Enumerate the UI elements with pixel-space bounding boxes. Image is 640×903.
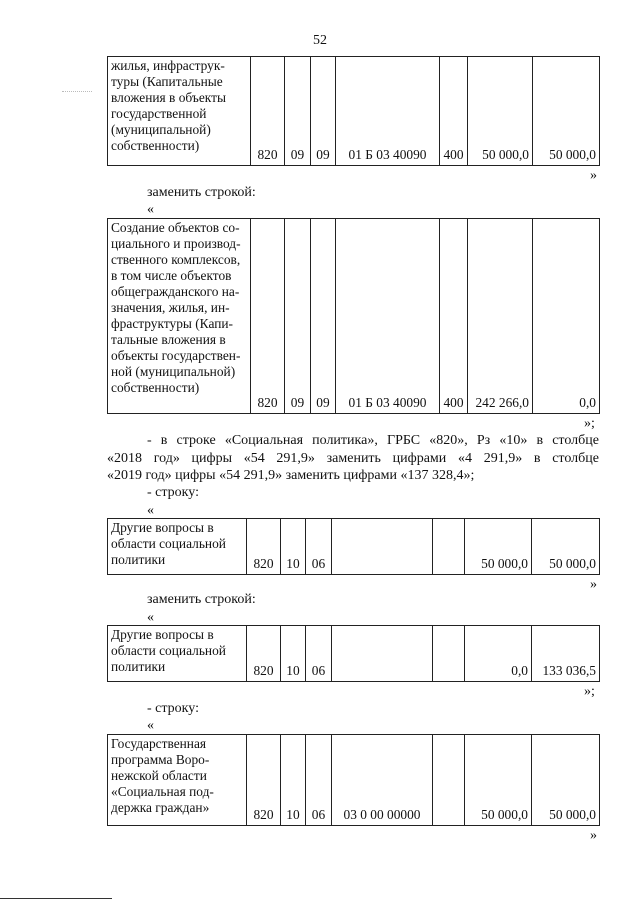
year-2019-cell: 133 036,5 (532, 626, 600, 682)
row-name-cell (108, 57, 251, 166)
row-name-cell (108, 626, 247, 682)
row-name-line: программа Воро- (111, 752, 210, 767)
row-name-line: нежской области (111, 768, 207, 783)
vr-cell: 400 (440, 57, 468, 166)
csr-cell: 03 0 00 00000 (332, 735, 433, 826)
row-name-line: Государственная (111, 736, 207, 751)
row-name-cell (108, 219, 251, 414)
budget-table-4 (107, 625, 600, 682)
paragraph-line: «2019 год» цифры «54 291,9» заменить цифрами «137 328,4»; (107, 468, 475, 483)
year-2018-cell: 50 000,0 (465, 519, 532, 575)
row-name-line: держка граждан» (111, 800, 210, 815)
row-name-cell (108, 519, 247, 575)
pr-cell: 06 (306, 519, 332, 575)
row-name-line: в том числе объектов (111, 268, 232, 283)
footer-rule (0, 898, 112, 899)
year-2019-cell: 0,0 (533, 219, 600, 414)
year-2018-cell: 50 000,0 (468, 57, 533, 166)
row-name-line: собственности) (111, 138, 200, 153)
row-name-line: туры (Капитальные (111, 74, 223, 89)
pr-cell: 06 (306, 735, 332, 826)
paragraph-line: «2018 год» цифры «54 291,9» заменить цифрами «4 291,9» в столбце (107, 451, 599, 466)
closing-quote: » (590, 168, 597, 183)
vr-cell (433, 735, 465, 826)
row-name-line: политики (111, 659, 166, 674)
row-name-line: (муниципальной) (111, 122, 211, 137)
vr-cell (433, 626, 465, 682)
row-name-cell (108, 735, 247, 826)
csr-cell: 01 Б 03 40090 (336, 219, 440, 414)
row-name-line: общегражданского на- (111, 284, 240, 299)
year-2019-cell: 50 000,0 (532, 735, 600, 826)
grbs-cell: 820 (251, 57, 285, 166)
row-name-line: области социальной (111, 643, 226, 658)
year-2018-cell: 0,0 (465, 626, 532, 682)
row-name-line: Создание объектов со- (111, 220, 240, 235)
budget-table-5 (107, 734, 600, 826)
table-row (108, 519, 600, 575)
opening-quote: « (147, 503, 154, 518)
year-2018-cell: 242 266,0 (468, 219, 533, 414)
vr-cell: 400 (440, 219, 468, 414)
csr-cell (332, 626, 433, 682)
year-2019-cell: 50 000,0 (532, 519, 600, 575)
opening-quote: « (147, 610, 154, 625)
row-name-line: «Социальная под- (111, 784, 214, 799)
grbs-cell: 820 (247, 735, 281, 826)
replace-label: заменить строкой: (147, 592, 256, 607)
opening-quote: « (147, 718, 154, 733)
row-name-line: государственной (111, 106, 207, 121)
rz-cell: 10 (281, 626, 306, 682)
row-name-line: Другие вопросы в (111, 520, 214, 535)
rz-cell: 10 (281, 735, 306, 826)
table-row (108, 57, 600, 166)
year-2019-cell: 50 000,0 (533, 57, 600, 166)
rz-cell: 10 (281, 519, 306, 575)
budget-table-1 (107, 56, 600, 166)
closing-quote: » (590, 577, 597, 592)
paragraph-line: - в строке «Социальная политика», ГРБС «820», Рз «10» в столбце (147, 433, 599, 448)
row-name-line: политики (111, 552, 166, 567)
replace-label: заменить строкой: (147, 185, 256, 200)
row-name-line: Другие вопросы в (111, 627, 214, 642)
row-label: - строку: (147, 701, 199, 716)
row-name-line: значения, жилья, ин- (111, 300, 230, 315)
pr-cell: 09 (311, 219, 336, 414)
year-2018-cell: 50 000,0 (465, 735, 532, 826)
closing-quote: » (590, 828, 597, 843)
row-name-line: тальные вложения в (111, 332, 226, 347)
pr-cell: 06 (306, 626, 332, 682)
budget-table-3 (107, 518, 600, 575)
opening-quote: « (147, 202, 154, 217)
row-name-line: фраструктуры (Капи- (111, 316, 233, 331)
scan-edge-mark (62, 91, 92, 92)
table-row (108, 626, 600, 682)
csr-cell: 01 Б 03 40090 (336, 57, 440, 166)
grbs-cell: 820 (247, 519, 281, 575)
pr-cell: 09 (311, 57, 336, 166)
rz-cell: 09 (285, 219, 311, 414)
closing-quote: »; (584, 684, 595, 699)
table-row (108, 735, 600, 826)
row-label: - строку: (147, 485, 199, 500)
vr-cell (433, 519, 465, 575)
row-name-line: области социальной (111, 536, 226, 551)
grbs-cell: 820 (251, 219, 285, 414)
row-name-line: циального и производ- (111, 236, 241, 251)
row-name-line: объекты государствен- (111, 348, 241, 363)
csr-cell (332, 519, 433, 575)
table-row (108, 219, 600, 414)
page-number: 52 (313, 33, 327, 48)
row-name-line: собственности) (111, 380, 200, 395)
budget-table-2 (107, 218, 600, 414)
rz-cell: 09 (285, 57, 311, 166)
row-name-line: ной (муниципальной) (111, 364, 236, 379)
row-name-line: жилья, инфраструк- (111, 58, 225, 73)
closing-quote: »; (584, 416, 595, 431)
row-name-line: ственного комплексов, (111, 252, 241, 267)
row-name-line: вложения в объекты (111, 90, 226, 105)
grbs-cell: 820 (247, 626, 281, 682)
